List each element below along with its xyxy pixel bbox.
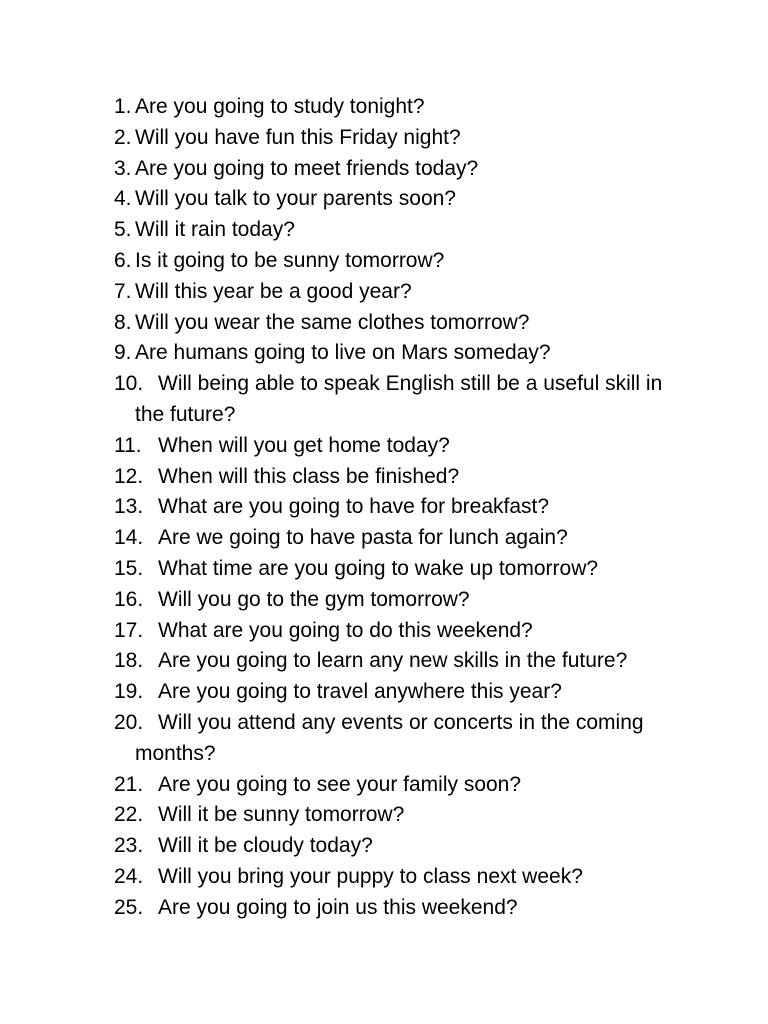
question-item: [114, 585, 694, 616]
question-item: [114, 646, 694, 677]
question-number: 24.: [114, 864, 144, 888]
question-number: 8.: [114, 310, 132, 334]
question-text: Are you going to meet friends today?: [135, 156, 479, 180]
question-item: [114, 800, 694, 831]
question-number: 6.: [114, 248, 132, 272]
question-item: [114, 492, 694, 523]
question-item: [114, 123, 694, 154]
question-number: 20.: [114, 710, 144, 734]
question-number: 15.: [114, 556, 144, 580]
question-item: [114, 184, 694, 215]
question-text: When will this class be finished?: [158, 464, 460, 488]
question-item: [114, 308, 694, 339]
question-number: 12.: [114, 464, 144, 488]
question-number: 16.: [114, 587, 144, 611]
question-number: 7.: [114, 279, 132, 303]
question-item: [114, 462, 694, 493]
question-number: 21.: [114, 772, 144, 796]
question-item: [114, 770, 694, 801]
question-text: Are you going to join us this weekend?: [158, 895, 518, 919]
question-text: Will you attend any events or concerts in the coming months?: [135, 710, 644, 765]
question-text: When will you get home today?: [158, 433, 450, 457]
question-number: 13.: [114, 495, 144, 519]
question-number: 19.: [114, 680, 144, 704]
question-number: 5.: [114, 218, 132, 242]
question-item: [114, 431, 694, 462]
question-number: 22.: [114, 803, 144, 827]
question-item: [114, 246, 694, 277]
question-text: Are humans going to live on Mars someday?: [135, 341, 551, 365]
question-item: [114, 893, 694, 924]
question-number: 18.: [114, 649, 144, 673]
question-item: [114, 616, 694, 647]
question-text: Will it be sunny tomorrow?: [158, 803, 405, 827]
question-list: [114, 92, 694, 924]
question-text: What are you going to have for breakfast?: [158, 495, 550, 519]
question-text: Will being able to speak English still be a useful skill in the future?: [135, 372, 663, 426]
question-item: [114, 523, 694, 554]
question-text: Will you talk to your parents soon?: [135, 187, 456, 211]
question-number: 14.: [114, 526, 144, 550]
question-text: Will it rain today?: [135, 218, 295, 242]
question-number: 4.: [114, 187, 132, 211]
question-item: [114, 831, 694, 862]
question-text: Will this year be a good year?: [135, 279, 412, 303]
question-number: 11.: [114, 433, 142, 457]
question-item: [114, 369, 694, 431]
question-text: Are you going to study tonight?: [135, 95, 425, 118]
question-number: 10.: [114, 372, 144, 396]
question-text: What are you going to do this weekend?: [158, 618, 533, 642]
question-number: 9.: [114, 341, 132, 365]
question-item: [114, 92, 694, 123]
question-item: [114, 554, 694, 585]
question-text: What time are you going to wake up tomorrow?: [158, 556, 599, 580]
question-text: Are you going to learn any new skills in the future?: [158, 649, 628, 673]
question-number: 17.: [114, 618, 144, 642]
question-item: [114, 215, 694, 246]
question-text: Will you bring your puppy to class next week?: [158, 864, 583, 888]
question-text: Will it be cloudy today?: [158, 834, 373, 858]
question-number: 1.: [114, 95, 132, 118]
question-number: 3.: [114, 156, 132, 180]
question-item: [114, 862, 694, 893]
question-item: [114, 277, 694, 308]
question-text: Are you going to travel anywhere this year?: [158, 680, 562, 704]
question-text: Will you wear the same clothes tomorrow?: [135, 310, 530, 334]
question-text: Is it going to be sunny tomorrow?: [135, 248, 445, 272]
question-item: [114, 677, 694, 708]
question-text: Are we going to have pasta for lunch again?: [158, 526, 568, 550]
question-item: [114, 154, 694, 185]
question-text: Will you have fun this Friday night?: [135, 125, 461, 149]
question-number: 2.: [114, 125, 132, 149]
question-text: Are you going to see your family soon?: [158, 772, 522, 796]
question-item: [114, 708, 694, 770]
question-number: 25.: [114, 895, 144, 919]
question-text: Will you go to the gym tomorrow?: [158, 587, 470, 611]
question-item: [114, 338, 694, 369]
question-number: 23.: [114, 834, 144, 858]
